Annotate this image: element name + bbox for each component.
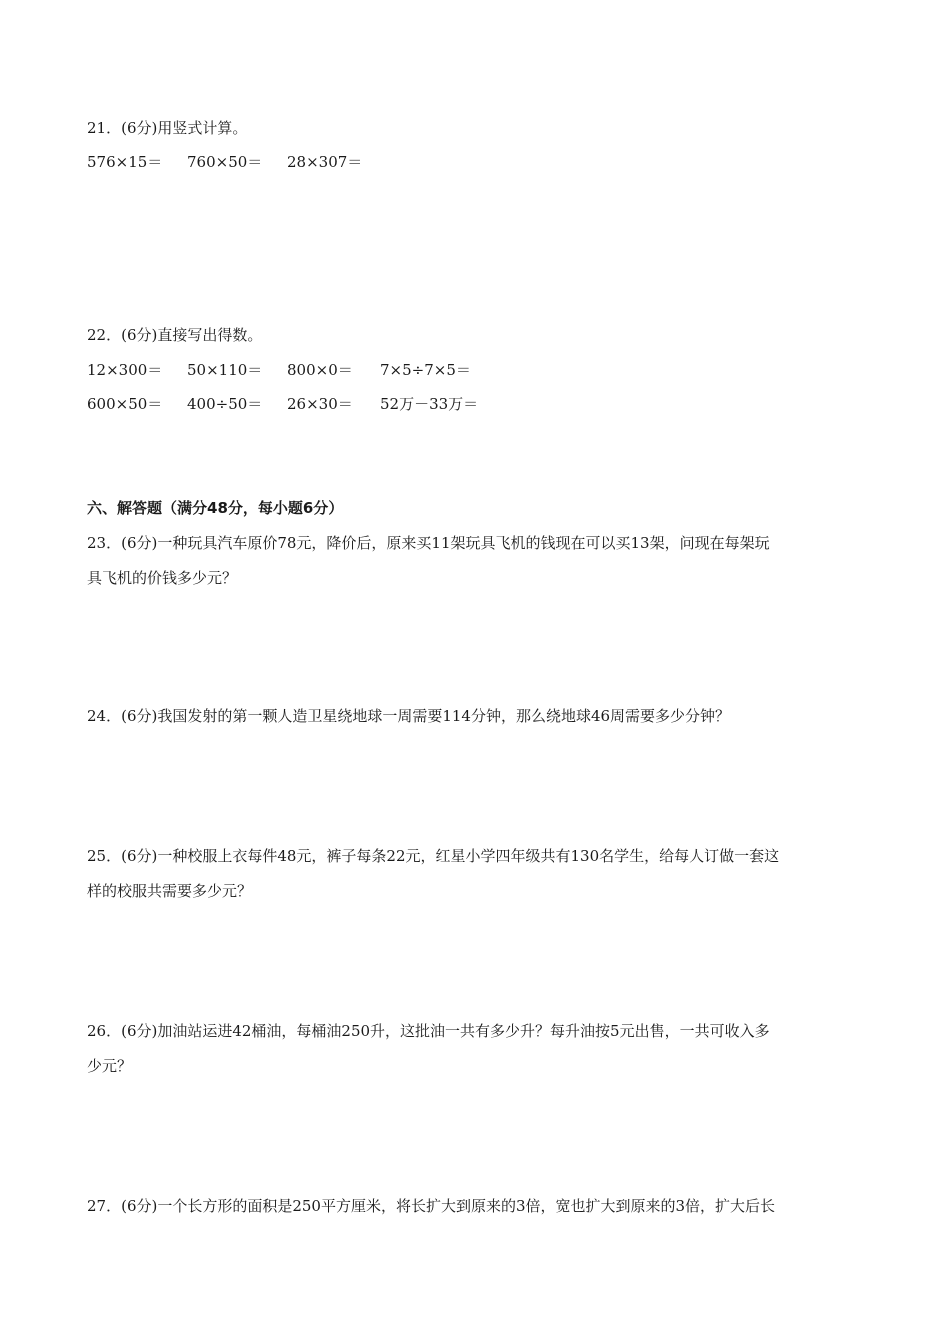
question-27-line-1: 27．(6分)一个长方形的面积是250平方厘米，将长扩大到原来的3倍，宽也扩大到原来的3倍，扩大后长 (87, 1197, 776, 1215)
q22-calc-5: 600×50＝ (87, 395, 163, 413)
question-23-line-2: 具飞机的价钱多少元？ (87, 569, 238, 587)
q21-calc-3: 28×307＝ (287, 153, 363, 171)
question-25-line-1: 25．(6分)一种校服上衣每件48元，裤子每条22元，红星小学四年级共有130名学生，给每人订做一套这 (87, 847, 780, 865)
q21-calc-1: 576×15＝ (87, 153, 163, 171)
question-21-title: 21．(6分)用竖式计算。 (87, 119, 248, 137)
q22-calc-2: 50×110＝ (187, 361, 263, 379)
q22-calc-3: 800×0＝ (287, 361, 353, 379)
q22-calc-1: 12×300＝ (87, 361, 163, 379)
question-24-line-1: 24．(6分)我国发射的第一颗人造卫星绕地球一周需要114分钟，那么绕地球46周需要多少分钟？ (87, 707, 731, 725)
q22-calc-6: 400÷50＝ (187, 395, 263, 413)
question-23-line-1: 23．(6分)一种玩具汽车原价78元，降价后，原来买11架玩具飞机的钱现在可以买13架，问现在每架玩 (87, 534, 770, 552)
q22-calc-7: 26×30＝ (287, 395, 353, 413)
question-26-line-1: 26．(6分)加油站运进42桶油，每桶油250升，这批油一共有多少升？每升油按5元出售，一共可收入多 (87, 1022, 770, 1040)
q21-calc-2: 760×50＝ (187, 153, 263, 171)
q22-calc-4: 7×5÷7×5＝ (380, 361, 471, 379)
q22-calc-8: 52万－33万＝ (380, 395, 479, 413)
question-26-line-2: 少元？ (87, 1057, 133, 1075)
question-22-title: 22．(6分)直接写出得数。 (87, 326, 263, 344)
section-6-heading: 六、解答题（满分48分，每小题6分） (87, 499, 344, 517)
question-25-line-2: 样的校服共需要多少元？ (87, 882, 253, 900)
